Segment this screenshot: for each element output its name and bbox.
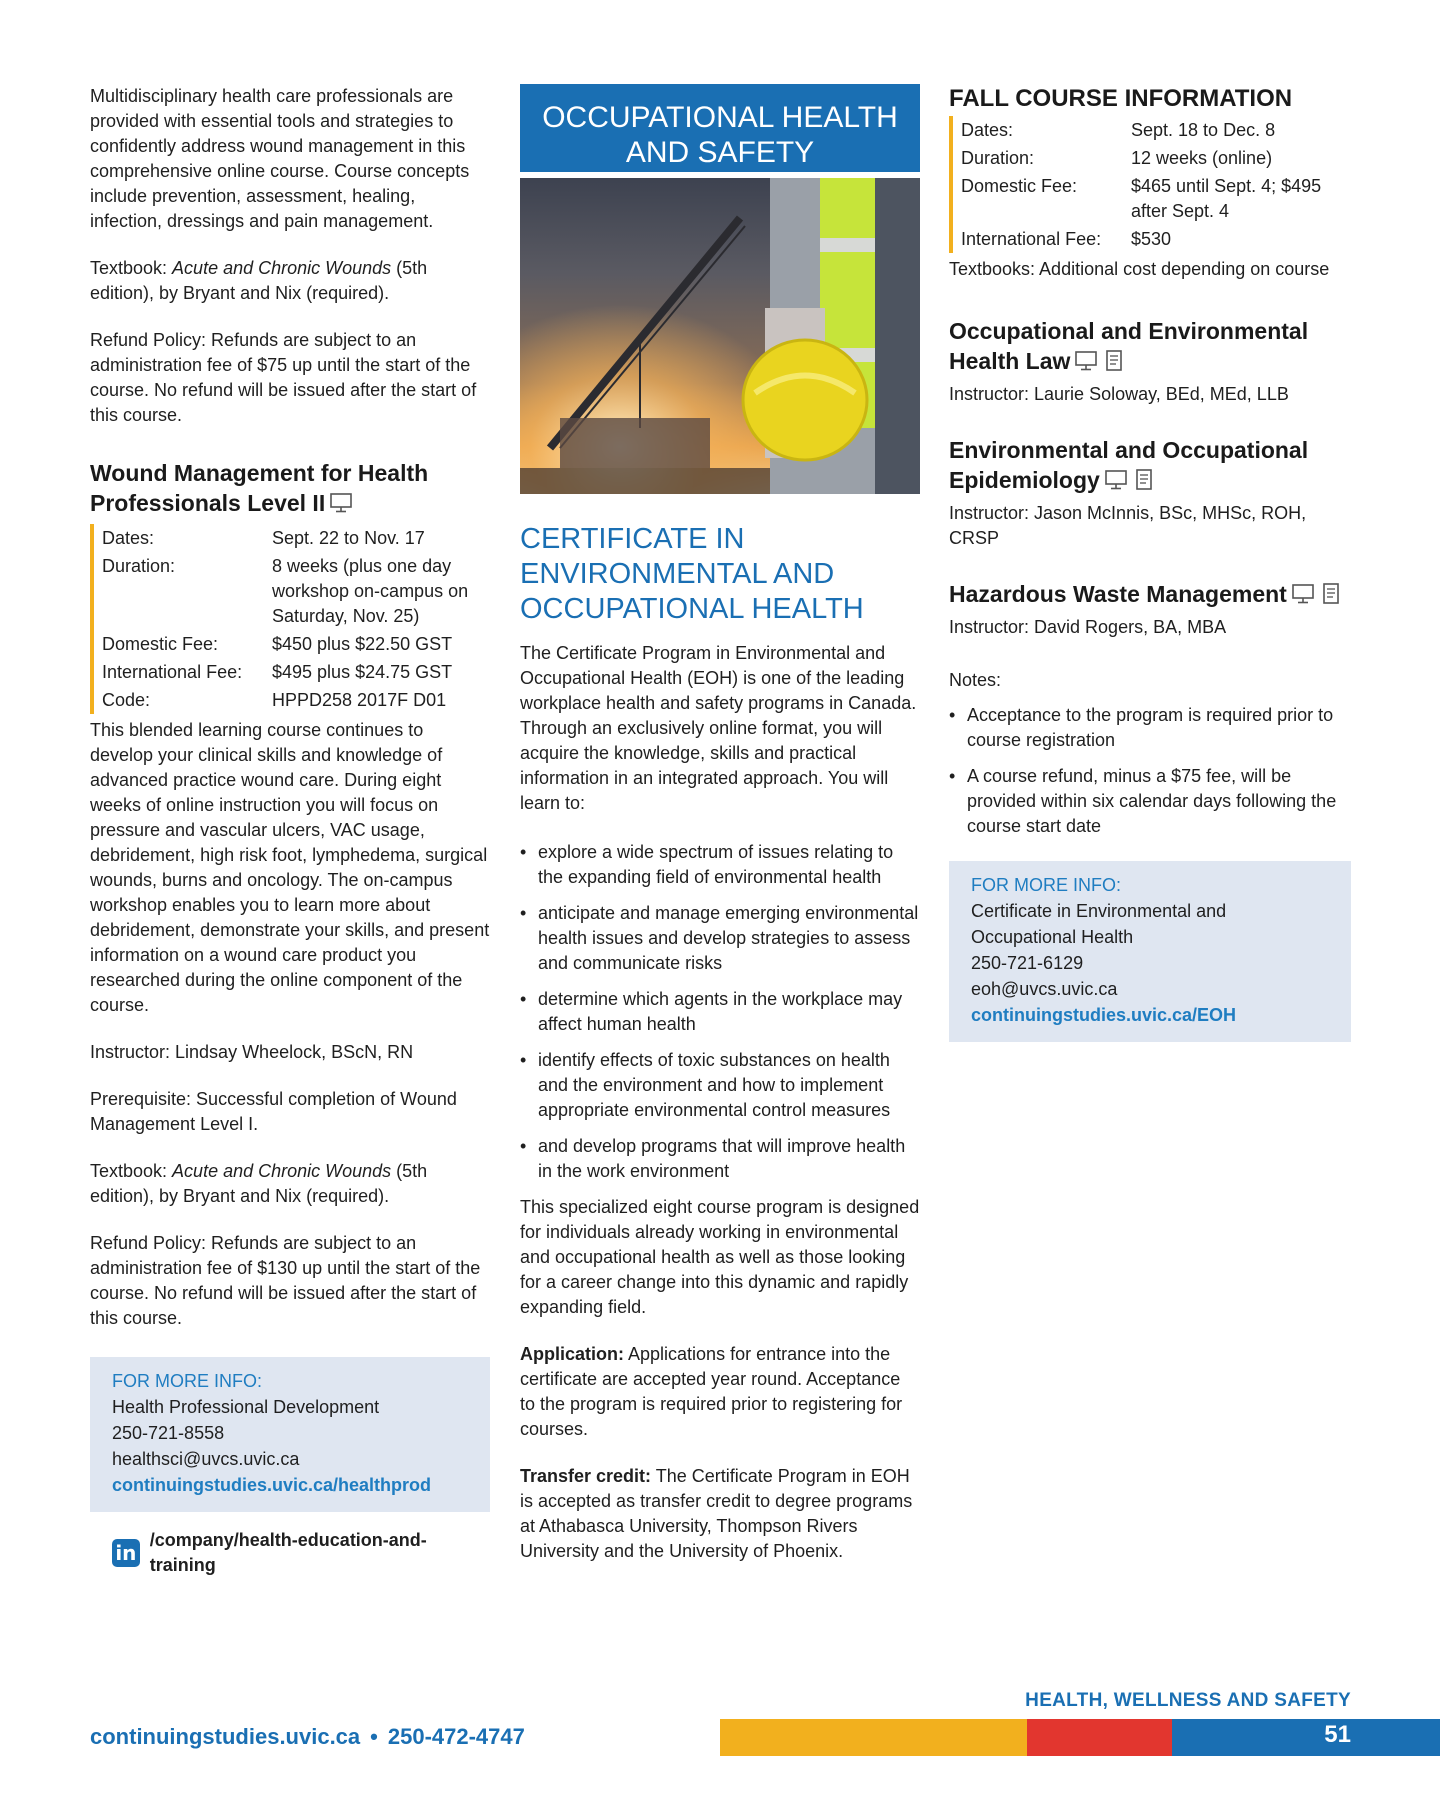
footer-separator: • [370,1724,378,1749]
instructor: Instructor: Lindsay Wheelock, BScN, RN [90,1042,414,1062]
footer-section-label: HEALTH, WELLNESS AND SAFETY [1025,1690,1351,1711]
prerequisite: Prerequisite: Successful completion of Wound Management Level I. [90,1089,457,1134]
info-value: $450 plus $22.50 GST [272,634,453,654]
fall-info-table [949,116,1351,253]
list-item: • determine which agents in the workplace may affect human health [520,987,920,1037]
textbooks-note: Textbooks: Additional cost depending on course [949,259,1330,279]
course-instructor: Instructor: David Rogers, BA, MBA [949,617,1227,637]
info-row [951,225,1349,253]
more-info-email[interactable]: eoh@uvcs.uvic.ca [971,979,1118,999]
document-icon [1132,468,1156,490]
list-item: • Acceptance to the program is required prior to course registration [949,703,1351,753]
info-row [92,686,488,714]
info-key: Domestic Fee: [102,634,219,654]
hero-illustration [520,178,920,494]
info-value: Sept. 18 to Dec. 8 [1131,120,1276,140]
more-info-box [90,1357,490,1512]
more-info-email[interactable]: healthsci@uvcs.uvic.ca [112,1449,300,1469]
footer-bar-blue [1172,1719,1440,1756]
more-info-name: Health Professional Development [112,1397,380,1417]
refund-policy-2: Refund Policy: Refunds are subject to an administration fee of $130 up until the start of the course. No refund will be issued after the start of this course. [90,1233,481,1328]
list-item: • A course refund, minus a $75 fee, will be provided within six calendar days following the course start date [949,764,1351,839]
more-info-phone[interactable]: 250-721-6129 [971,953,1084,973]
list-item: • anticipate and manage emerging environmental health issues and develop strategies to assess and communicate risks [520,901,920,976]
course-info-table [90,524,490,714]
transfer-credit-paragraph [520,1464,920,1564]
textbook-prefix: Textbook: [90,258,173,278]
document-icon [1102,349,1126,371]
info-key: Dates: [961,120,1014,140]
specialized-paragraph: This specialized eight course program is designed for individuals already working in environmental and occupational health as well as those looking for a career change into this dynamic and rapidly expanding field. [520,1197,920,1317]
textbook-note-2 [90,1159,490,1209]
hero-image-worker-hardhat [520,178,920,494]
info-row [951,144,1349,172]
linkedin-path: /company/health-education-and-training [149,1530,427,1575]
info-value: HPPD258 2017F D01 [272,690,447,710]
course-title [90,458,490,518]
info-value: 12 weeks (online) [1131,148,1273,168]
info-row [92,658,488,686]
notes-label: Notes: [949,670,1002,690]
info-value: Sept. 22 to Nov. 17 [272,528,425,548]
footer-bar-red [1027,1719,1172,1756]
textbook-note [90,256,490,306]
certificate-title: CERTIFICATE IN ENVIRONMENTAL AND OCCUPATIONAL HEALTH [520,523,864,625]
application-text: Applications for entrance into the certificate are accepted year round. Acceptance to the program is required prior to registering for courses. [520,1344,903,1439]
info-key: Duration: [102,556,176,576]
course-title [949,435,1351,495]
textbook-title: Acute and Chronic Wounds [172,1161,392,1181]
learning-outcomes-list [520,840,920,1184]
info-key: International Fee: [102,662,243,682]
info-row [951,116,1349,144]
course-instructor: Instructor: Jason McInnis, BSc, MHSc, ROH, CRSP [949,503,1307,548]
info-value: $530 [1131,229,1172,249]
info-value: $495 plus $24.75 GST [272,662,453,682]
notes-list [949,703,1351,839]
info-row [92,524,488,552]
monitor-icon [329,491,353,513]
transfer-text: The Certificate Program in EOH is accepted as transfer credit to degree programs at Athabasca University, Thompson Rivers University and the University of Phoenix. [520,1466,913,1561]
certificate-intro: The Certificate Program in Environmental and Occupational Health (EOH) is one of the leading workplace health and safety programs in Canada. Through an exclusively online format, you will acquire the knowledge, skills and practical information in an integrated approach. You will learn to: [520,643,917,813]
footer-phone[interactable]: 250-472-4747 [387,1724,525,1749]
page-number: 51 [1324,1721,1351,1748]
course-title-text: Environmental and Occupational Epidemiology [949,437,1309,493]
info-key: Dates: [102,528,155,548]
textbook-prefix: Textbook: [90,1161,173,1181]
application-label: Application: [520,1344,624,1364]
course-title-text: Occupational and Environmental Health Law [949,318,1309,374]
more-info-phone[interactable]: 250-721-8558 [112,1423,225,1443]
transfer-label: Transfer credit: [520,1466,652,1486]
textbook-suffix: (5th edition), by Bryant and Nix (required). [90,1161,428,1206]
course-title-text: Wound Management for Health Professionals Level II [90,460,429,516]
course-title [949,316,1351,376]
column-right [949,84,1351,1058]
more-info-label: FOR MORE INFO: [971,875,1121,895]
info-value: 8 weeks (plus one day workshop on-campus on Saturday, Nov. 25) [272,556,469,626]
fall-course-title: FALL COURSE INFORMATION [949,85,1293,112]
list-item: • identify effects of toxic substances on health and the environment and how to implement appropriate environmental control measures [520,1048,920,1123]
monitor-icon [1291,582,1315,604]
info-key: Domestic Fee: [961,176,1078,196]
info-key: International Fee: [961,229,1102,249]
more-info-label: FOR MORE INFO: [112,1371,262,1391]
info-row [92,552,488,630]
info-row [92,630,488,658]
list-item: • explore a wide spectrum of issues relating to the expanding field of environmental health [520,840,920,890]
section-banner: OCCUPATIONAL HEALTH AND SAFETY [520,84,920,172]
footer-site-link[interactable]: continuingstudies.uvic.ca [90,1724,361,1749]
footer-contact [90,1724,525,1749]
document-icon [1319,582,1343,604]
column-left [90,84,490,1578]
more-info-link[interactable]: continuingstudies.uvic.ca/healthprod [112,1475,432,1495]
intro-paragraph: Multidisciplinary health care professionals are provided with essential tools and strategies to confidently address wound management in this comprehensive online course. Course concepts include prevention, assessment, healing, infection, dressings and pain management. [90,86,470,231]
course-instructor: Instructor: Laurie Soloway, BEd, MEd, LLB [949,384,1289,404]
monitor-icon [1074,349,1098,371]
footer-bar-yellow [720,1719,1027,1756]
column-middle [520,84,920,1586]
textbook-suffix: (5th edition), by Bryant and Nix (required). [90,258,428,303]
application-paragraph [520,1342,920,1442]
more-info-link[interactable]: continuingstudies.uvic.ca/EOH [971,1005,1237,1025]
info-key: Code: [102,690,151,710]
more-info-box [949,861,1351,1042]
course-title-text: Hazardous Waste Management [949,581,1287,607]
textbook-title: Acute and Chronic Wounds [172,258,392,278]
info-row [951,172,1349,225]
linkedin-link[interactable] [90,1528,490,1578]
monitor-icon [1104,468,1128,490]
more-info-name: Certificate in Environmental and Occupational Health [971,901,1227,947]
course-title [949,579,1351,609]
course-description: This blended learning course continues to develop your clinical skills and knowledge of advanced practice wound care. During eight weeks of online instruction you will focus on pressure and vascular ulcers, VAC usage, debridement, high risk foot, lymphedema, surgical wounds, burns and oncology. The on-campus workshop enables you to learn more about debridement, demonstrate your skills, and present information on a wound care product you researched during the online component of the course. [90,720,490,1015]
info-key: Duration: [961,148,1035,168]
list-item: • and develop programs that will improve health in the work environment [520,1134,920,1184]
linkedin-icon: in [112,1539,140,1567]
refund-policy: Refund Policy: Refunds are subject to an administration fee of $75 up until the start of the course. No refund will be issued after the start of this course. [90,330,477,425]
info-value: $465 until Sept. 4; $495 after Sept. 4 [1131,176,1322,221]
